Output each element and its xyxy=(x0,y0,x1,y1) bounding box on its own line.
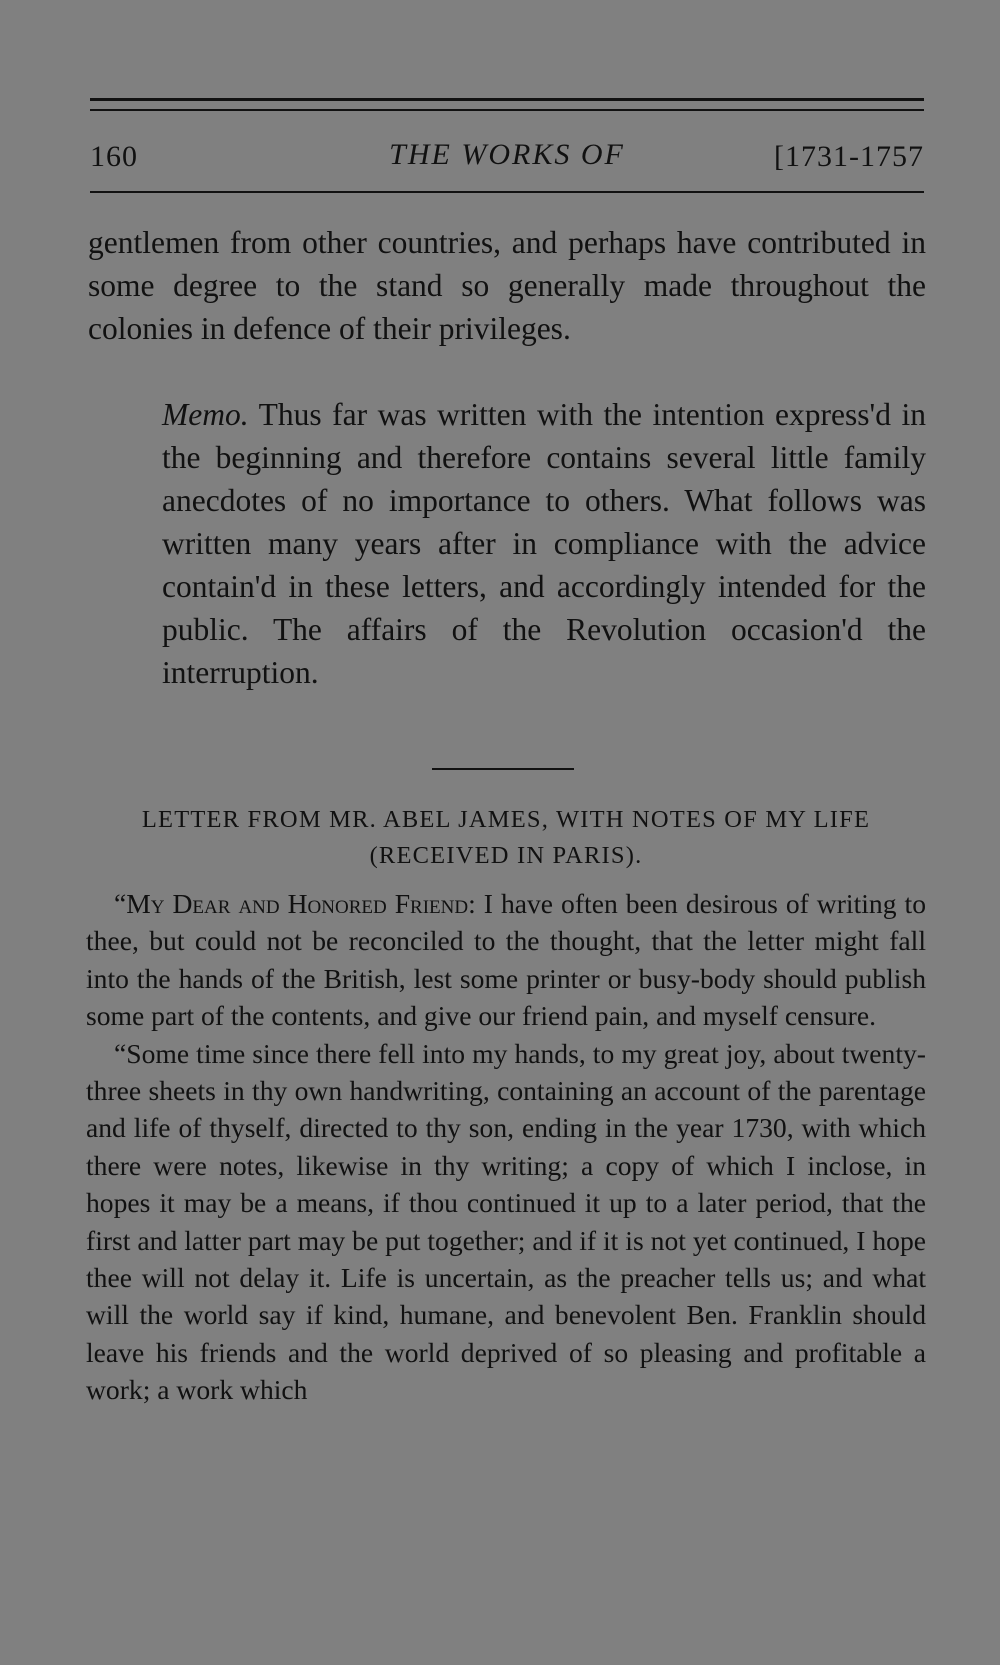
memo-text: Thus far was written with the intention express'd in the beginning and therefore contains several little family anecdotes of no importance to others. What follows was written many years after in compliance with the advice contain'd in these letters, and accordingly intended for the public. The affairs of the Revolution occasion'd the interruption. xyxy=(162,397,926,690)
page-number: 160 xyxy=(90,140,138,173)
running-title: THE WORKS OF xyxy=(389,138,625,171)
header-rule xyxy=(90,191,924,193)
letter-paragraph-1 xyxy=(86,885,926,1035)
section-heading-line1: LETTER FROM MR. ABEL JAMES, WITH NOTES OF MY LIFE xyxy=(141,806,871,833)
memo-text-block xyxy=(162,393,926,694)
section-heading-line2: (RECEIVED IN PARIS). xyxy=(369,842,643,869)
continuation-paragraph xyxy=(88,221,926,350)
top-double-rule-upper xyxy=(90,98,924,101)
top-double-rule-lower xyxy=(90,109,924,111)
section-divider xyxy=(432,768,574,770)
letter-paragraph-2: “Some time since there fell into my hands, to my great joy, about twenty-three sheets in thy own handwriting, containing an account of the parentage and life of thyself, directed to thy son, ending in the year 1730, with which there were notes, likewise in thy writing; a copy of which I inclose, in hopes it may be a means, if thou continued it up to a later period, that the first and latter part may be put together; and if it is not yet continued, I hope thee will not delay it. Life is uncertain, as the preacher tells us; and what will the world say if kind, humane, and benevolent Ben. Franklin should leave his friends and the world deprived of so pleasing and profitable a work; a work which xyxy=(86,1037,926,1406)
continuation-text: gentlemen from other countries, and perhaps have contributed in some degree to the stand so generally made throughout the colonies in defence of their privileges. xyxy=(88,225,926,346)
year-range: [1731-1757 xyxy=(774,140,924,173)
section-heading xyxy=(86,802,926,874)
memo-lead: Memo. xyxy=(162,397,249,432)
memo-paragraph xyxy=(162,393,926,694)
letter-paragraph-1-text: I have often been desirous of writing to thee, but could not be reconciled to the thought, that the letter might fall into the hands of the British, lest some printer or busy-body should publish some part of the contents, and give our friend pain, and myself censure. xyxy=(86,888,926,1032)
letter-body xyxy=(86,885,926,1409)
salutation: “My Dear and Honored Friend: xyxy=(114,888,476,919)
running-header xyxy=(90,134,924,178)
